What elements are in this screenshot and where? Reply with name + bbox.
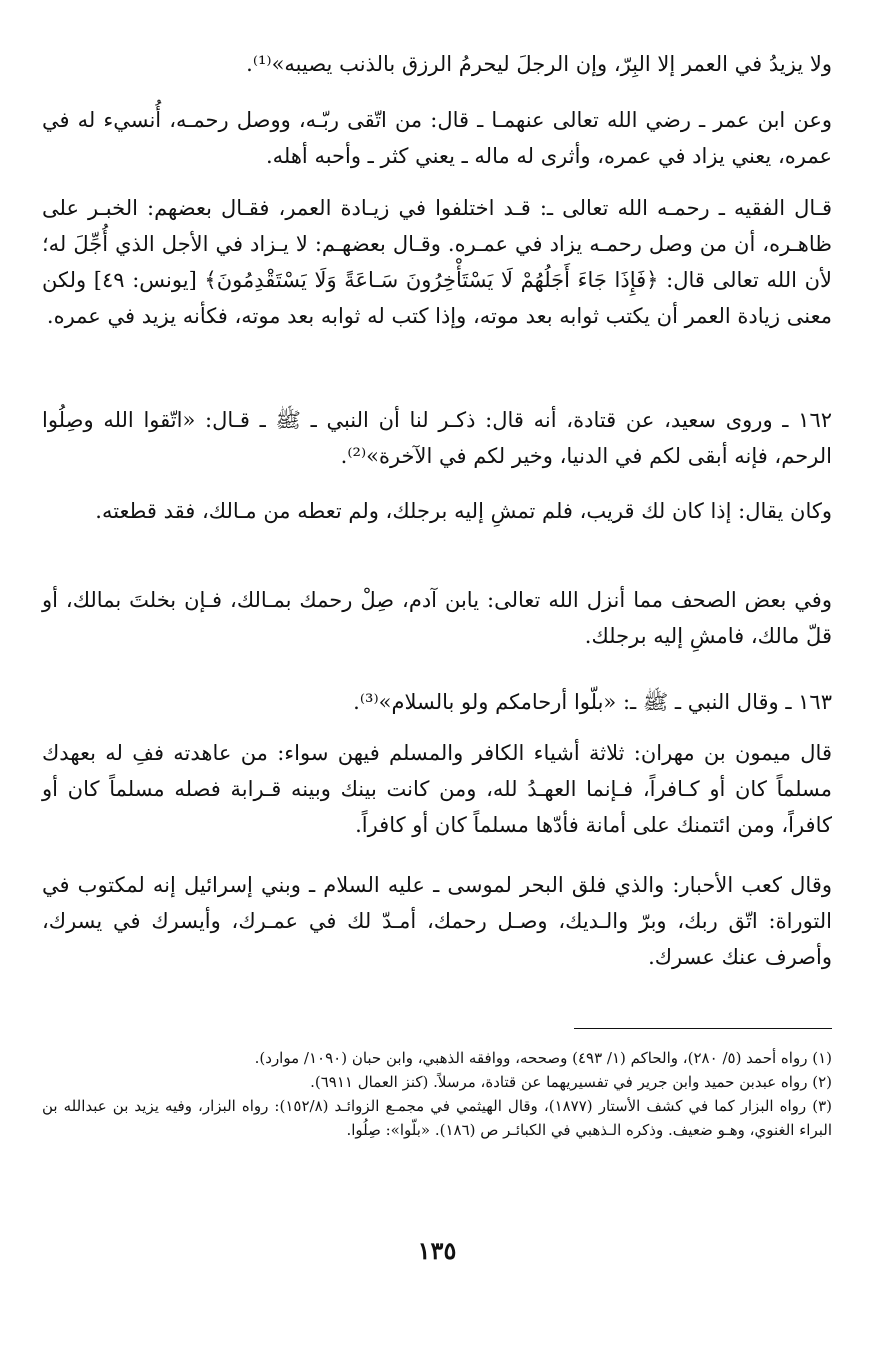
- footnote-1: (١) رواه أحمد (٥/ ٢٨٠)، والحاكم (١/ ٤٩٣) وصححه، ووافقه الذهبي، وابن حبان (١٠٩٠/ موارد).: [254, 1049, 832, 1067]
- paragraph-1: ولا يزيدُ في العمر إلا البِرّ، وإن الرجلَ ليحرمُ الرزق بالذنب يصيبه»⁽¹⁾.: [246, 52, 832, 76]
- footnotes: [42, 1046, 832, 1142]
- footnote-divider: [574, 1028, 832, 1029]
- paragraph-9: وقال كعب الأحبار: والذي فلق البحر لموسى ـ عليه السلام ـ وبني إسرائيل إنه لمكتوب في التوراة: اتّق ربك، وبرّ والـديك، وصـل رحمك، أمـدّ لك في عمـرك، وأيسرك في يسرك، وأصرف عنك عسرك.: [42, 873, 832, 969]
- footnote-3: (٣) رواه البزار كما في كشف الأستار (١٨٧٧)، وقال الهيثمي في مجمـع الزوائـد (١٥٢/٨): رواه البزار، وفيه يزيد بن عبدالله بن البراء الغنوي، وهـو ضعيف. وذكره الـذهبي في الكبائـر ص (١٨٦). «بلّوا»: صِلُوا.: [42, 1097, 832, 1139]
- footnote-2: (٢) رواه عبدبن حميد وابن جرير في تفسيريهما عن قتادة، مرسلاً. (كنز العمال ٦٩١١).: [310, 1073, 832, 1091]
- paragraph-3: قـال الفقيه ـ رحمـه الله تعالى ـ: قـد اختلفوا في زيـادة العمر، فقـال بعضهم: الخبـر على ظاهـره، أن من وصل رحمـه يزاد في عمـره. وقـال بعضهـم: لا يـزاد في الأجل الذي أُجِّلَ له؛ لأن الله تعالى قال: ﴿فَإِذَا جَاءَ أَجَلُهُمْ لَا يَسْتَأْخِرُونَ سَـاعَةً وَلَا يَسْتَقْدِمُونَ﴾ [يونس: ٤٩] ولكن معنى زيادة العمر أن يكتب ثوابه بعد موته، وإذا كتب له ثوابه بعد موته، فكأنه يزيد في عمره.: [42, 196, 832, 328]
- paragraph-hadith-163: ١٦٣ ـ وقال النبي ـ ﷺ ـ: «بلّوا أرحامكم ولو بالسلام»⁽³⁾.: [353, 690, 832, 714]
- paragraph-8: قال ميمون بن مهران: ثلاثة أشياء الكافر والمسلم فيهن سواء: من عاهدته ففِ له بعهدك مسلماً كان أو كـافراً، فـإنما العهـدُ لله، ومن كانت بينك وبينه قـرابة فصله مسلماً كان أو كافراً، ومن ائتمنك على أمانة فأدّها مسلماً كان أو كافراً.: [42, 741, 832, 837]
- page-number: ١٣٥: [417, 1236, 457, 1265]
- paragraph-2: وعن ابن عمر ـ رضي الله تعالى عنهمـا ـ قال: من اتّقى ربّـه، ووصل رحمـه، أُنسيء له في عمره، يعني يزاد في عمره، وأثرى له ماله ـ يعني كثر ـ وأحبه أهله.: [42, 108, 832, 168]
- paragraph-hadith-162: ١٦٢ ـ وروى سعيد، عن قتادة، أنه قال: ذكـر لنا أن النبي ـ ﷺ ـ قـال: «اتّقوا الله وصِلُوا الرحم، فإنه أبقى لكم في الدنيا، وخير لكم في الآخرة»⁽²⁾.: [42, 408, 833, 468]
- paragraph-6: وفي بعض الصحف مما أنزل الله تعالى: يابن آدم، صِلْ رحمك بمـالك، فـإن بخلتَ بمالك، أو قلّ مالك، فامشِ إليه برجلك.: [42, 588, 832, 648]
- paragraph-5: وكان يقال: إذا كان لك قريب، فلم تمشِ إليه برجلك، ولم تعطه من مـالك، فقد قطعته.: [95, 499, 832, 523]
